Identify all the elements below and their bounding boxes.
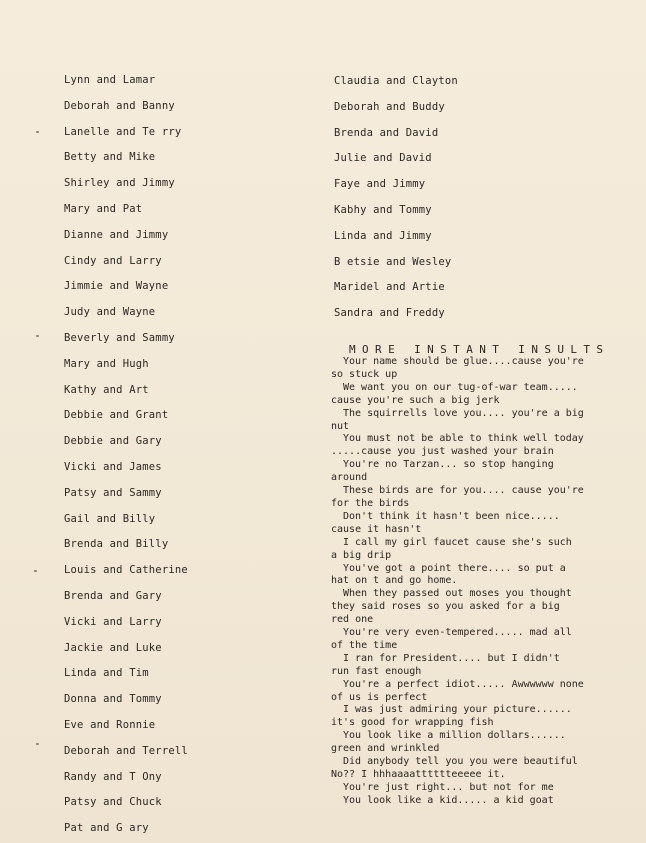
insult-line: You're very even-tempered..... mad all bbox=[343, 627, 572, 639]
insult-line: You must not be able to think well today bbox=[343, 433, 584, 445]
couple-name: Betty and Mike bbox=[64, 151, 156, 164]
insult-line: cause it hasn't bbox=[331, 523, 422, 535]
couple-name: Patsy and Chuck bbox=[64, 796, 162, 809]
insult-line: Don't think it hasn't been nice..... bbox=[343, 510, 560, 522]
couple-name: Beverly and Sammy bbox=[64, 332, 175, 344]
couple-name: Kabhy and Tommy bbox=[334, 204, 432, 216]
paper-mark bbox=[36, 335, 39, 337]
couple-name: Linda and Tim bbox=[64, 667, 149, 680]
couple-name: Julie and David bbox=[334, 152, 432, 165]
couple-name: Sandra and Freddy bbox=[334, 307, 445, 320]
insult-line: it's good for wrapping fish bbox=[331, 717, 494, 729]
instant-insults-section bbox=[331, 343, 636, 808]
couple-name: Cindy and Larry bbox=[64, 254, 162, 267]
paper-mark bbox=[36, 743, 39, 745]
insult-line: .....cause you just washed your brain bbox=[331, 446, 554, 458]
insult-line: You're no Tarzan... so stop hanging bbox=[343, 459, 554, 471]
insult-line: You're a perfect idiot..... Awwwwww none bbox=[343, 678, 584, 690]
couple-name: Brenda and David bbox=[334, 126, 439, 139]
couple-name: B etsie and Wesley bbox=[334, 255, 452, 268]
couple-name: Eve and Ronnie bbox=[64, 719, 156, 731]
insult-line: I call my girl faucet cause she's such bbox=[343, 536, 572, 548]
insult-line: hat on t and go home. bbox=[331, 575, 458, 587]
couple-name: Kathy and Art bbox=[64, 383, 149, 396]
couple-name: Deborah and Terrell bbox=[64, 744, 188, 757]
insult-line: You look like a kid..... a kid goat bbox=[343, 794, 554, 806]
couple-name: Judy and Wayne bbox=[64, 306, 156, 319]
couple-name: Linda and Jimmy bbox=[334, 229, 432, 242]
insult-line: The squirrells love you.... you're a big bbox=[343, 407, 584, 419]
couple-name: Jackie and Luke bbox=[64, 641, 162, 654]
insult-line: You're just right... but not for me bbox=[343, 781, 554, 793]
paper-mark bbox=[36, 131, 39, 133]
insult-line: nut bbox=[331, 420, 350, 432]
insult-line: No?? I hhhaaaatttttteeeee it. bbox=[331, 769, 506, 780]
insult-line: I ran for President.... but I didn't bbox=[343, 652, 560, 664]
couple-name: Lanelle and Te rry bbox=[64, 125, 182, 138]
couple-name: Patsy and Sammy bbox=[64, 486, 162, 499]
couple-name: Maridel and Artie bbox=[334, 281, 445, 294]
couple-name: Claudia and Clayton bbox=[334, 75, 458, 87]
insult-line: Your name should be glue....cause you're bbox=[343, 356, 584, 367]
insult-line: We want you on our tug-of-war team..... bbox=[343, 381, 578, 393]
couple-name: Brenda and Billy bbox=[64, 538, 169, 551]
paper-mark bbox=[34, 570, 37, 572]
insult-line: You look like a million dollars...... bbox=[343, 730, 566, 742]
couple-name: Gail and Billy bbox=[64, 512, 156, 525]
insult-line: so stuck up bbox=[331, 368, 398, 380]
couple-name: Dianne and Jimmy bbox=[64, 228, 169, 241]
couple-name: Debbie and Grant bbox=[64, 409, 169, 422]
insult-line: cause you're such a big jerk bbox=[331, 394, 500, 406]
couple-name: Donna and Tommy bbox=[64, 693, 162, 706]
couple-name: Pat and G ary bbox=[64, 822, 149, 835]
insult-line: of the time bbox=[331, 639, 398, 651]
couple-name: Deborah and Banny bbox=[64, 99, 175, 112]
insult-line: green and wrinkled bbox=[331, 743, 440, 755]
insult-line: they said roses so you asked for a big bbox=[331, 601, 560, 613]
insults-list bbox=[331, 356, 636, 808]
insult-line: around bbox=[331, 472, 368, 484]
insult-line: a big drip bbox=[331, 549, 392, 561]
couple-name: Mary and Hugh bbox=[64, 357, 149, 370]
insult-line: Did anybody tell you you were beautiful bbox=[343, 756, 578, 768]
couple-name: Jimmie and Wayne bbox=[64, 280, 169, 293]
insult-line: These birds are for you.... cause you're bbox=[343, 485, 584, 497]
insult-line: When they passed out moses you thought bbox=[343, 588, 572, 600]
couple-name: Vicki and Larry bbox=[64, 615, 162, 628]
insult-line: red one bbox=[331, 614, 374, 626]
insult-line: I was just admiring your picture...... bbox=[343, 704, 572, 716]
couple-name: Brenda and Gary bbox=[64, 590, 162, 602]
couple-name: Deborah and Buddy bbox=[334, 100, 445, 113]
couple-name: Debbie and Gary bbox=[64, 435, 162, 448]
insult-line: of us is perfect bbox=[331, 691, 428, 703]
couple-name: Mary and Pat bbox=[64, 203, 143, 215]
couple-name: Randy and T Ony bbox=[64, 770, 162, 783]
insult-line: You've got a point there.... so put a bbox=[343, 562, 566, 574]
couple-name: Louis and Catherine bbox=[64, 564, 188, 577]
couple-name: Shirley and Jimmy bbox=[64, 177, 175, 190]
insult-line: run fast enough bbox=[331, 665, 422, 677]
couple-name: Vicki and James bbox=[64, 461, 162, 473]
couple-name: Lynn and Lamar bbox=[64, 74, 156, 86]
insults-heading: MORE INSTANT INSULTS bbox=[349, 343, 610, 356]
insult-line: for the birds bbox=[331, 497, 410, 509]
couple-name: Faye and Jimmy bbox=[334, 178, 426, 191]
